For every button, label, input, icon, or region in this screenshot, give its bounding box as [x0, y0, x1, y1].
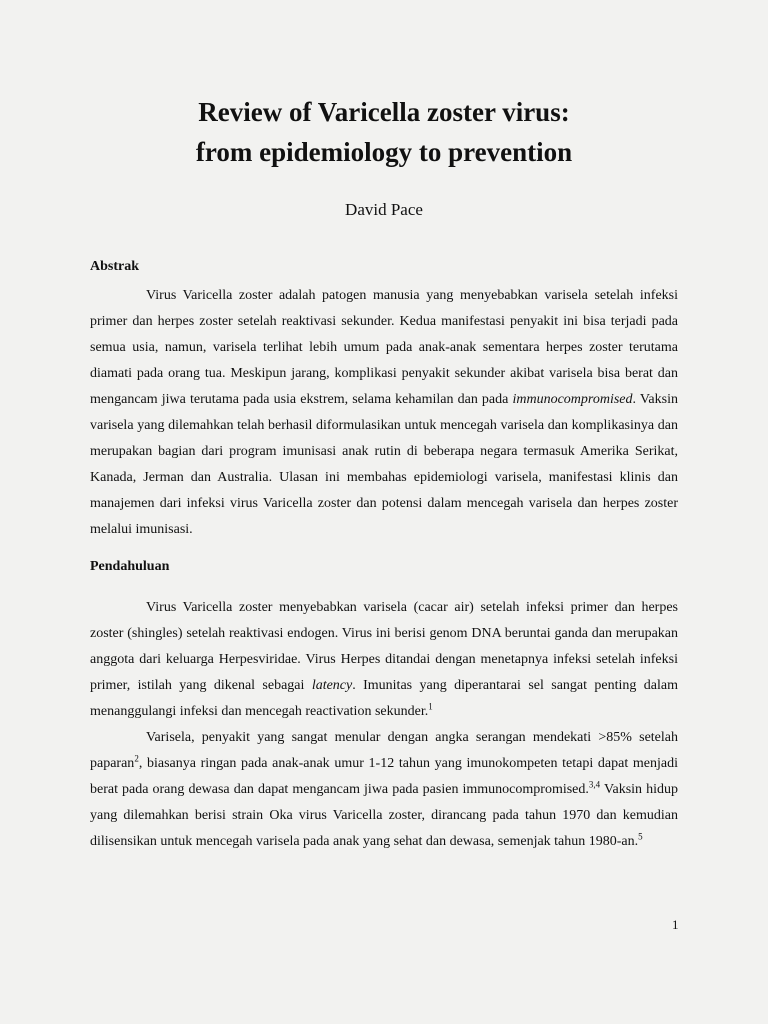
reference-marker: 2: [134, 753, 139, 764]
reference-marker: 5: [638, 831, 643, 842]
intro-paragraph-2: Varisela, penyakit yang sangat menular dengan angka serangan mendekati >85% setelah paparan$^2$, biasanya ringan pada anak-anak umur 1-12 tahun yang imunokompeten tetapi dapat menjadi berat pada orang dewasa dan dapat mengancam jiwa pada pasien immunocompromised.$^{3,4}$ Vaksin hidup yang dilemahkan berisi strain Oka virus Varicella zoster, dirancang pada tahun 1970 dan kemudian dilisensikan untuk mencegah varisela pada anak yang sehat dan dewasa, semenjak tahun 1980-an.$^5$: [90, 730, 678, 849]
latency-term: latency: [311, 678, 353, 693]
title-line-1: Review of Varicella zoster virus:: [198, 97, 570, 127]
abstract-text: Virus Varicella zoster adalah patogen manusia yang menyebabkan varisela setelah infeksi primer dan herpes zoster setelah reaktivasi sekunder. Kedua manifestasi penyakit ini bisa terjadi pada semua usia, namun, varisela terlihat lebih umum pada anak-anak sementara herpes zoster terutama diamati pada orang tua. Meskipun jarang, komplikasi penyakit sekunder akibat varisela bisa berat dan mengancam jiwa terutama pada usia ekstrem, selama kehamilan dan pada immunocompromised. Vaksin varisela yang dilemahkan telah berhasil diformulasikan untuk mencegah varisela dan komplikasinya dan merupakan bagian dari program imunisasi anak rutin di beberapa negara termasuk Amerika Serikat, Kanada, Jerman dan Australia. Ulasan ini membahas epidemiologi varisela, manifestasi klinis dan manajemen dari infeksi virus Varicella zoster dan potensi dalam mencegah varisela dan herpes zoster melalui imunisasi.: [90, 288, 678, 537]
title-line-2: from epidemiology to prevention: [195, 137, 573, 167]
paper-title: [0, 92, 768, 172]
reference-marker: 3,4: [588, 779, 601, 790]
abstract-italic-term: immunocompromised: [512, 392, 633, 407]
reference-marker: 1: [428, 701, 433, 712]
author-name: David Pace: [345, 200, 423, 219]
page-number: 1: [672, 917, 679, 932]
abstract-heading: Abstrak: [90, 259, 140, 274]
intro-paragraph-1: Virus Varicella zoster menyebabkan varisela (cacar air) setelah infeksi primer dan herpes zoster (shingles) setelah reaktivasi endogen. Virus ini berisi genom DNA beruntai ganda dan merupakan anggota dari keluarga Herpesviridae. Virus Herpes ditandai dengan menetapnya infeksi setelah infeksi primer, istilah yang dikenal sebagai latency. Imunitas yang diperantarai sel sangat penting dalam menanggulangi infeksi dan mencegah reactivation sekunder.$^1$: [90, 600, 678, 719]
intro-heading: Pendahuluan: [90, 559, 170, 574]
